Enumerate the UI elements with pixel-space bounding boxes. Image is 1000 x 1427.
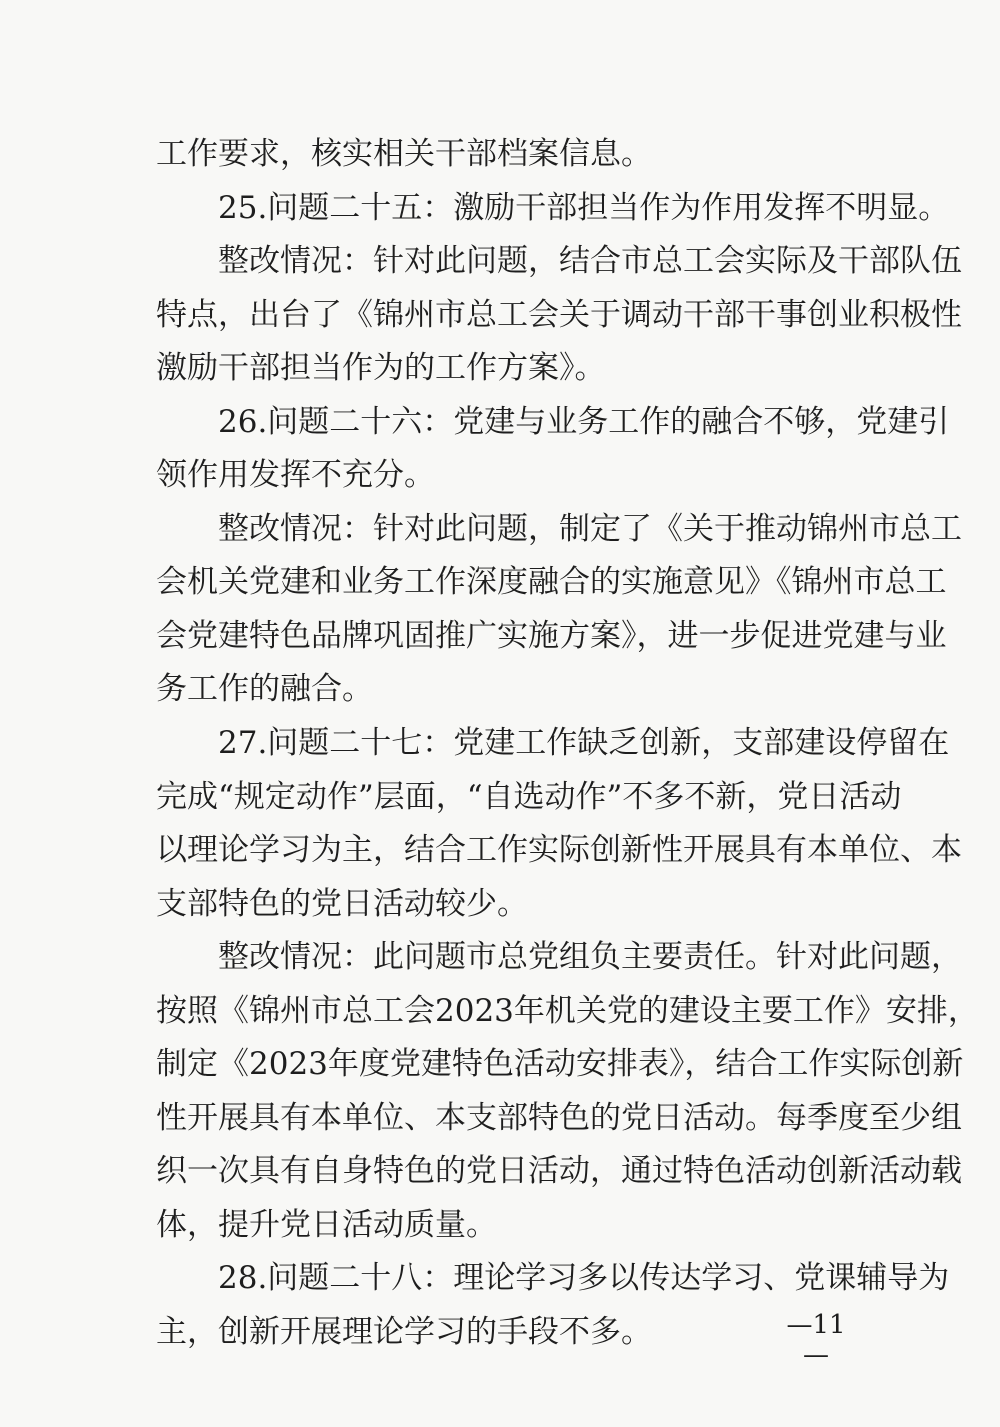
page-number: —11— — [786, 1310, 846, 1370]
text-line: 27.问题二十七：党建工作缺乏创新，支部建设停留在 — [218, 725, 950, 762]
text-line: 会党建特色品牌巩固推广实施方案》，进一步促进党建与业 — [156, 617, 947, 654]
text-line: 织一次具有自身特色的党日活动，通过特色活动创新活动载 — [156, 1153, 962, 1190]
text-line: 支部特色的党日活动较少。 — [156, 885, 528, 922]
text-line: 务工作的融合。 — [156, 671, 373, 708]
body-text — [156, 128, 979, 1360]
text-line: 整改情况：此问题市总党组负主要责任。针对此问题， — [218, 939, 962, 976]
text-line: 26.问题二十六：党建与业务工作的融合不够，党建引 — [218, 403, 950, 440]
text-line: 整改情况：针对此问题，制定了《关于推动锦州市总工 — [218, 510, 962, 547]
text-line: 按照《锦州市总工会2023年机关党的建设主要工作》安排， — [156, 992, 979, 1029]
text-line: 工作要求，核实相关干部档案信息。 — [156, 136, 652, 172]
text-line: 25.问题二十五：激励干部担当作为作用发挥不明显。 — [218, 189, 950, 226]
text-line: 会机关党建和业务工作深度融合的实施意见》《锦州市总工 — [156, 564, 947, 601]
text-line: 领作用发挥不充分。 — [156, 457, 435, 494]
text-line: 以理论学习为主，结合工作实际创新性开展具有本单位、本 — [156, 832, 962, 869]
text-line: 制定《2023年度党建特色活动安排表》，结合工作实际创新 — [156, 1046, 964, 1083]
text-line: 激励干部担当作为的工作方案》。 — [156, 350, 606, 387]
text-line: 特点，出台了《锦州市总工会关于调动干部干事创业积极性 — [156, 296, 962, 333]
text-line: 28.问题二十八：理论学习多以传达学习、党课辅导为 — [218, 1260, 950, 1297]
text-line: 整改情况：针对此问题，结合市总工会实际及干部队伍 — [218, 243, 962, 280]
text-line: 完成“规定动作”层面，“自选动作”不多不新，党日活动 — [156, 778, 902, 815]
text-line: 性开展具有本单位、本支部特色的党日活动。每季度至少组 — [156, 1099, 962, 1136]
text-line: 体，提升党日活动质量。 — [156, 1206, 497, 1243]
text-line: 主，创新开展理论学习的手段不多。 — [156, 1314, 652, 1351]
